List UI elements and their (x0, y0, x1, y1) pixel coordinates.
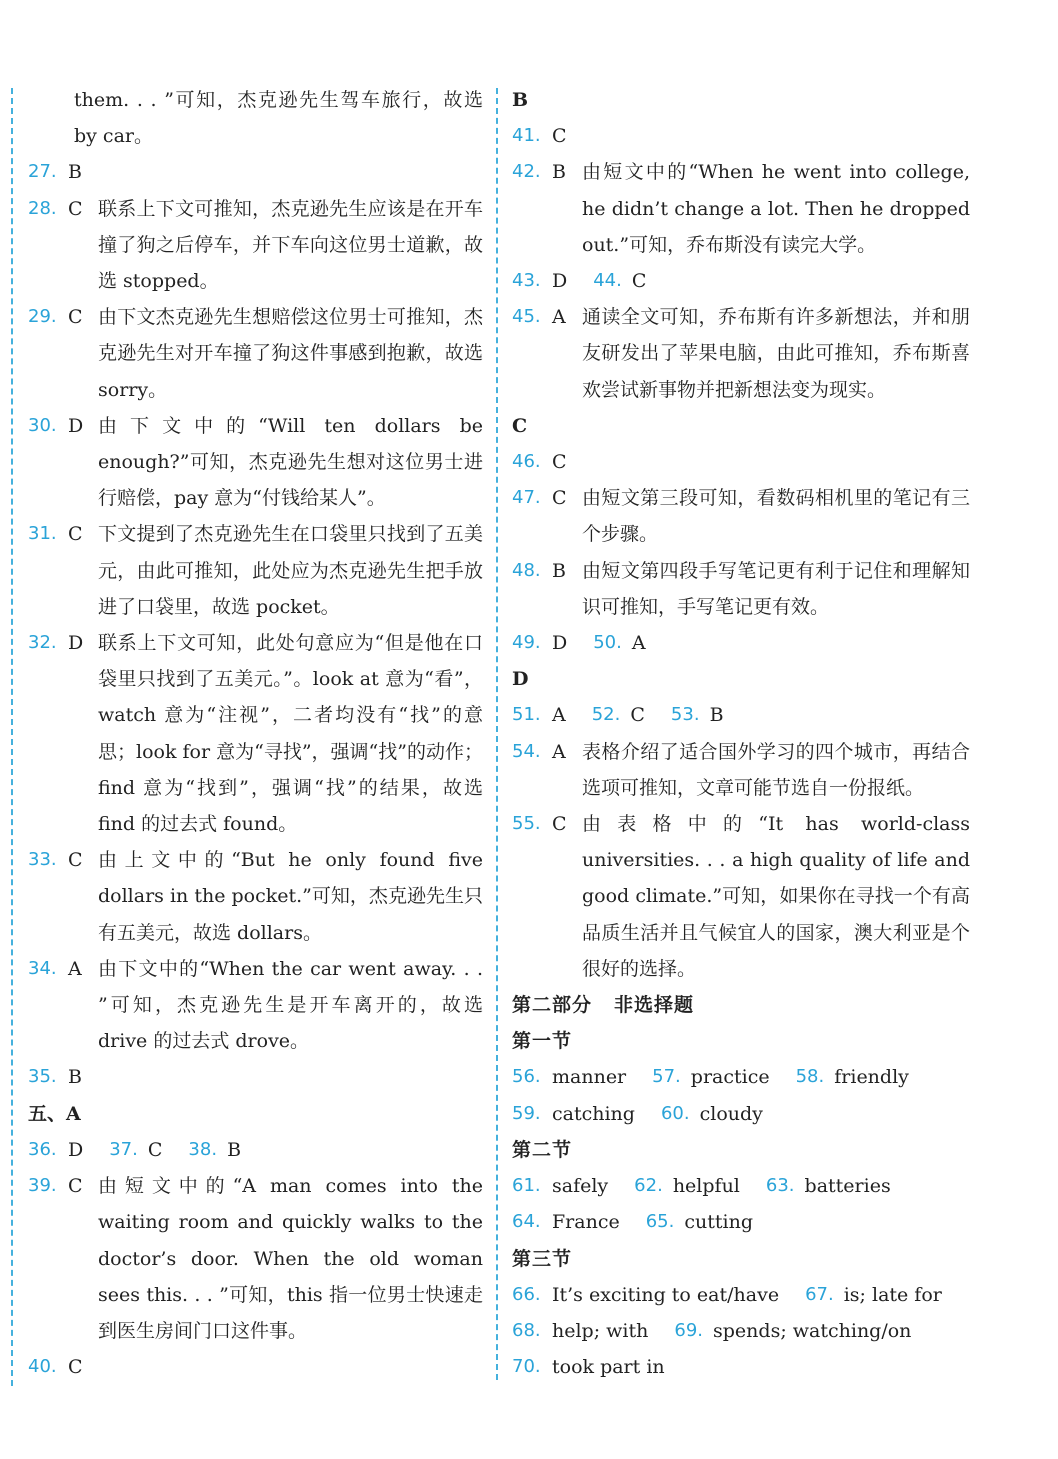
answer-letter: C (552, 813, 567, 836)
answers-68-69 (512, 1313, 970, 1349)
part-two-heading (512, 987, 970, 1023)
question-number: 36. (28, 1138, 57, 1160)
question-number: 62. (634, 1175, 663, 1197)
answer-letter: C (68, 1356, 83, 1379)
answer-phrase: help; with (552, 1319, 649, 1342)
left-margin-dashed-line (11, 88, 13, 1386)
passage-label: B (512, 89, 529, 111)
question-number: 35. (28, 1066, 57, 1088)
question-number: 59. (512, 1102, 541, 1124)
answer-letter: B (552, 161, 566, 184)
question-number: 30. (28, 414, 57, 436)
answers-36-38 (28, 1132, 483, 1168)
answer-letter: D (68, 414, 84, 437)
question-number: 58. (795, 1066, 825, 1088)
question-number: 37. (109, 1138, 138, 1160)
question-number: 49. (512, 632, 541, 654)
answer-letter: A (552, 306, 566, 329)
question-number: 29. (28, 306, 57, 328)
answer-70 (512, 1349, 970, 1385)
part-label: 第二部分 (512, 994, 593, 1017)
question-number: 33. (28, 849, 57, 871)
answer-47 (512, 480, 970, 552)
answer-28 (28, 191, 483, 300)
section-label: 五、A (28, 1102, 81, 1125)
question-number: 51. (512, 704, 541, 726)
question-number: 53. (670, 704, 700, 726)
explanation: 通读全文可知，乔布斯有许多新想法，并和朋友研发出了苹果电脑，由此可推知，乔布斯喜欢尝试新事物并把新想法变为现实。 (582, 306, 970, 401)
answer-letter: B (68, 161, 82, 184)
answer-41 (512, 118, 970, 154)
answer-27 (28, 154, 483, 190)
answer-letter: D (68, 1138, 84, 1161)
passage-label-c (512, 408, 970, 444)
question-number: 52. (591, 704, 621, 726)
answer-phrase: took part in (552, 1356, 665, 1379)
question-number: 63. (765, 1175, 795, 1197)
question-number: 32. (28, 632, 57, 654)
question-number: 65. (645, 1211, 675, 1233)
question-number: 43. (512, 270, 541, 292)
answer-letter: B (68, 1066, 82, 1089)
answer-word: batteries (804, 1175, 891, 1198)
answer-word: manner (552, 1066, 627, 1089)
question-number: 39. (28, 1175, 57, 1197)
carry-over-text (28, 82, 483, 154)
question-number: 47. (512, 487, 541, 509)
answer-word: safely (552, 1175, 609, 1198)
answer-33 (28, 842, 483, 951)
answer-phrase: spends; watching/on (713, 1319, 912, 1342)
answer-letter: C (68, 849, 83, 872)
passage-label-d (512, 661, 970, 697)
explanation: 由下文中的“When the car went away. . . ”可知，杰克逊先生是开车离开的，故选 drive 的过去式 drove。 (98, 957, 483, 1053)
section-label: 第三节 (512, 1247, 573, 1270)
section-one-heading (512, 1023, 970, 1059)
answer-letter: C (68, 306, 83, 329)
question-number: 56. (512, 1066, 541, 1088)
answers-66-67 (512, 1277, 970, 1313)
question-number: 45. (512, 306, 541, 328)
answer-word: practice (690, 1066, 770, 1089)
explanation: 由短文第三段可知，看数码相机里的笔记有三个步骤。 (582, 487, 970, 546)
explanation: 联系上下文可推知，杰克逊先生应该是在开车撞了狗之后停车，并下车向这位男士道歉，故选 stopped。 (98, 197, 483, 293)
answer-letter: C (68, 197, 83, 220)
section-label: 第一节 (512, 1030, 573, 1053)
answer-39 (28, 1168, 483, 1349)
question-number: 46. (512, 451, 541, 473)
question-number: 41. (512, 125, 541, 147)
question-number: 69. (674, 1319, 704, 1341)
explanation: 由表格中的“It has world-class universities. . . a high quality of life and good climate.”可知，如果你在寻找一个有高品质生活并且气候宜人的国家，澳大利亚是个很好的选择。 (582, 813, 970, 980)
answer-letter: A (68, 957, 82, 980)
answers-51-53 (512, 697, 970, 733)
question-number: 55. (512, 813, 541, 835)
answer-word: catching (552, 1102, 635, 1125)
explanation: 下文提到了杰克逊先生在口袋里只找到了五美元，由此可推知，此处应为杰克逊先生把手放进了口袋里，故选 pocket。 (98, 523, 483, 618)
answer-word: helpful (672, 1175, 740, 1198)
question-number: 67. (805, 1283, 834, 1305)
answers-61-63 (512, 1168, 970, 1204)
explanation: 由短文中的“A man comes into the waiting room and quickly walks to the doctor’s door. When the old woman sees this. . . ”可知，this 指一位男士快速走到医生房间门口这件事。 (98, 1175, 483, 1342)
question-number: 61. (512, 1175, 541, 1197)
explanation: 由短文中的“When he went into college, he didn’t change a lot. Then he dropped out.”可知，乔布斯没有读完大学。 (582, 161, 970, 256)
question-number: 28. (28, 197, 57, 219)
answer-55 (512, 806, 970, 987)
question-number: 44. (593, 270, 622, 292)
question-number: 70. (512, 1356, 541, 1378)
answer-letter: B (227, 1138, 242, 1161)
answer-letter: C (68, 1175, 83, 1198)
answer-31 (28, 516, 483, 625)
left-column (28, 82, 483, 1385)
answers-59-60 (512, 1096, 970, 1132)
answer-42 (512, 154, 970, 263)
passage-label: D (512, 668, 529, 691)
answer-letter: D (68, 632, 84, 655)
passage-label: C (512, 414, 528, 437)
question-number: 42. (512, 161, 541, 183)
answer-letter: C (631, 270, 647, 293)
answer-48 (512, 553, 970, 625)
question-number: 38. (188, 1138, 218, 1160)
question-number: 57. (652, 1066, 681, 1088)
passage-label-b (512, 82, 970, 118)
explanation: them. . . ”可知，杰克逊先生驾车旅行，故选 by car。 (74, 89, 483, 148)
question-number: 40. (28, 1356, 57, 1378)
question-number: 27. (28, 161, 57, 183)
answer-35 (28, 1059, 483, 1095)
section-two-heading (512, 1132, 970, 1168)
answer-54 (512, 734, 970, 806)
section-label: 第二节 (512, 1138, 573, 1161)
right-column (512, 82, 970, 1385)
answer-letter: C (552, 487, 567, 510)
answer-30 (28, 408, 483, 517)
column-divider-dashed-line (496, 88, 498, 1380)
explanation: 联系上下文可知，此处句意应为“但是他在口袋里只找到了五美元。”。look at 意为“看”，watch 意为“注视”，二者均没有“找”的意思；look for 意为“寻找”，强调“找”的动作；find 意为“找到”，强调“找”的结果，故选 find 的过去式 found。 (98, 632, 483, 836)
explanation: 由下文杰克逊先生想赔偿这位男士可推知，杰克逊先生对开车撞了狗这件事感到抱歉，故选 sorry。 (98, 306, 483, 401)
section-three-heading (512, 1241, 970, 1277)
answer-letter: A (552, 704, 566, 727)
answers-43-44 (512, 263, 970, 299)
explanation: 由短文第四段手写笔记更有利于记住和理解知识可推知，手写笔记更有效。 (582, 559, 970, 618)
answer-word: cutting (684, 1211, 753, 1234)
answer-letter: D (552, 270, 568, 293)
answers-64-65 (512, 1204, 970, 1240)
answer-letter: C (630, 704, 645, 727)
answer-word: cloudy (699, 1102, 763, 1125)
answer-letter: C (552, 125, 567, 148)
question-number: 34. (28, 957, 57, 979)
answer-29 (28, 299, 483, 408)
answer-32 (28, 625, 483, 842)
answer-letter: B (709, 704, 724, 727)
answer-letter: C (147, 1138, 163, 1161)
answers-49-50 (512, 625, 970, 661)
answer-phrase: It’s exciting to eat/have (552, 1283, 780, 1306)
question-number: 54. (512, 740, 541, 762)
answer-letter: D (552, 632, 568, 655)
question-number: 60. (660, 1102, 690, 1124)
answer-letter: A (631, 632, 646, 655)
question-number: 50. (593, 632, 622, 654)
answer-46 (512, 444, 970, 480)
answer-34 (28, 951, 483, 1060)
answer-word: France (552, 1211, 620, 1234)
answer-letter: C (68, 523, 83, 546)
question-number: 66. (512, 1283, 541, 1305)
question-number: 68. (512, 1319, 541, 1341)
answer-45 (512, 299, 970, 408)
answer-word: friendly (834, 1066, 909, 1089)
answer-40 (28, 1349, 483, 1385)
answer-letter: B (552, 559, 566, 582)
answer-letter: A (552, 740, 566, 763)
question-number: 64. (512, 1211, 541, 1233)
explanation: 表格介绍了适合国外学习的四个城市，再结合选项可推知，文章可能节选自一份报纸。 (582, 740, 970, 799)
part-title: 非选择题 (614, 994, 695, 1017)
answers-56-58 (512, 1059, 970, 1095)
question-number: 31. (28, 523, 57, 545)
explanation: 由下文中的“Will ten dollars be enough?”可知，杰克逊先生想对这位男士进行赔偿，pay 意为“付钱给某人”。 (98, 414, 483, 510)
heading-gap (592, 987, 614, 1023)
explanation: 由上文中的“But he only found five dollars in the pocket.”可知，杰克逊先生只有五美元，故选 dollars。 (98, 849, 483, 944)
question-number: 48. (512, 559, 541, 581)
answer-letter: C (552, 451, 567, 474)
answer-phrase: is; late for (843, 1283, 942, 1306)
section-heading (28, 1096, 483, 1132)
